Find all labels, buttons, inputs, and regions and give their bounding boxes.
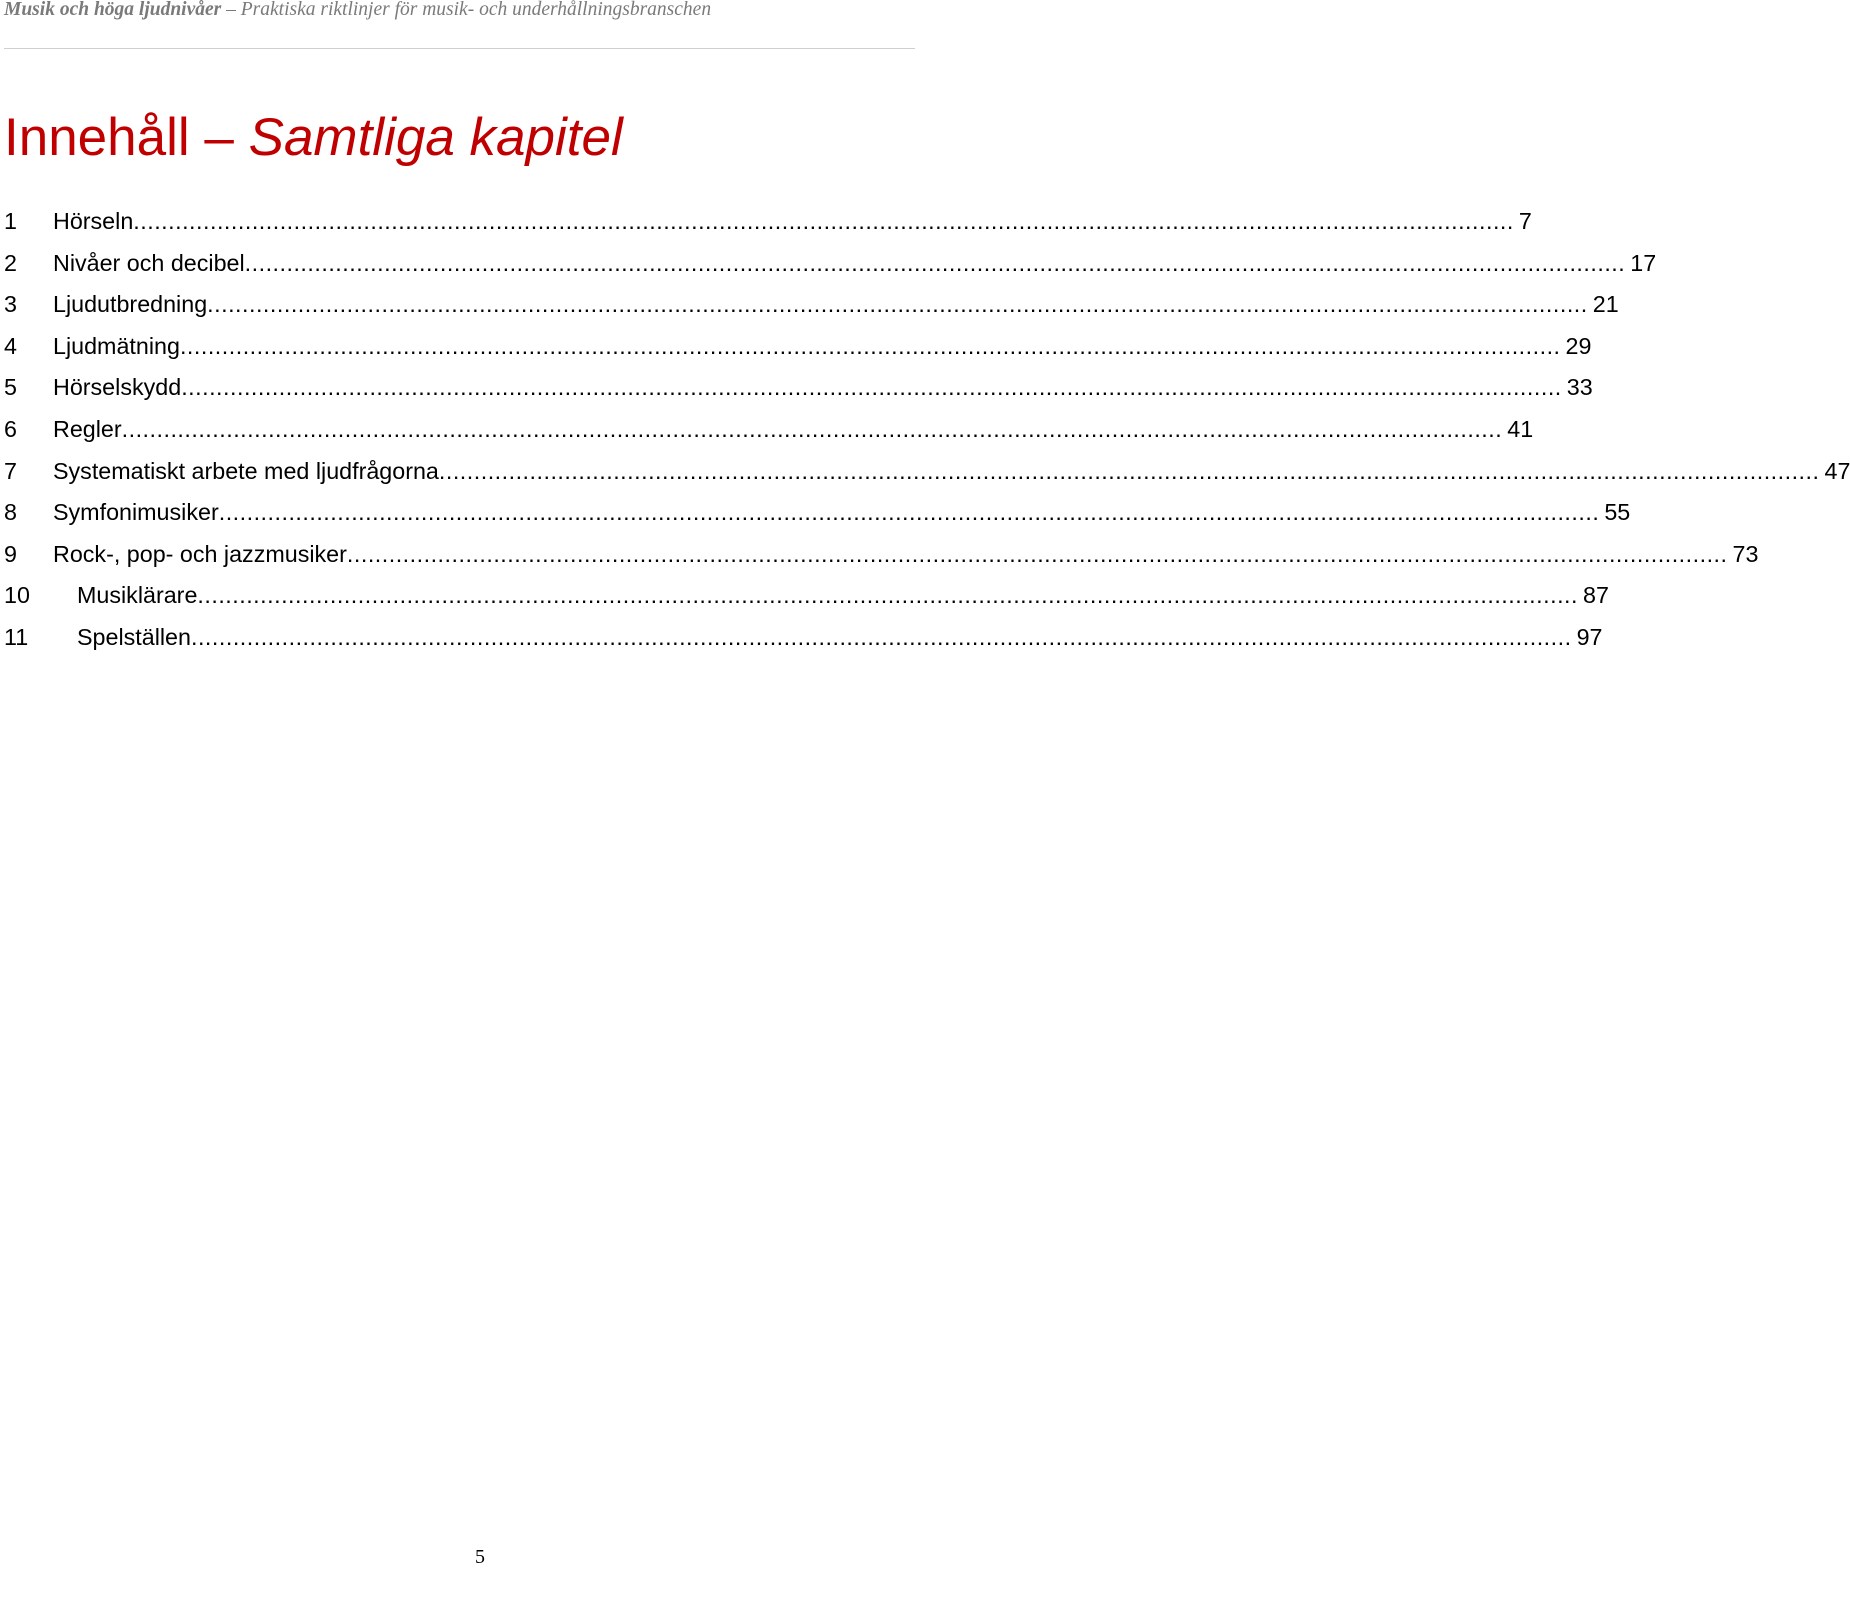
toc-entry-label[interactable]: Rock-, pop- och jazzmusiker <box>53 540 347 567</box>
toc-leader-dots: ...................................................................................................................................................................................................... <box>197 582 1578 609</box>
toc-entry[interactable] <box>4 540 1759 582</box>
toc-entry-page[interactable]: 73 <box>1732 540 1759 567</box>
toc-entry-page[interactable]: 97 <box>1576 623 1603 650</box>
toc-entry-label[interactable]: Spelställen <box>77 623 191 650</box>
toc-title-main: Innehåll – <box>4 108 249 167</box>
toc-leader-dots: ...................................................................................................................................................................................................... <box>244 249 1626 276</box>
toc-entry-number: 11 <box>4 623 29 650</box>
toc-entry[interactable] <box>4 498 1631 540</box>
toc-entry[interactable] <box>4 415 1534 457</box>
running-header-title: Musik och höga ljudnivåer <box>4 0 222 20</box>
toc-leader-dots: ...................................................................................................................................................................................................... <box>218 499 1600 526</box>
toc-leader-dots: ...................................................................................................................................................................................................... <box>179 332 1561 359</box>
toc-entry-label[interactable]: Hörseln <box>53 208 134 234</box>
toc-entry-label[interactable]: Systematiskt arbete med ljudfrågorna <box>53 457 439 484</box>
toc-entry-number: 8 <box>4 499 17 526</box>
header-divider <box>4 48 915 49</box>
toc-entry[interactable] <box>4 290 1619 332</box>
toc-entry[interactable] <box>4 249 1657 291</box>
toc-entry-number: 10 <box>4 582 30 609</box>
toc-entry-number: 1 <box>4 208 17 234</box>
toc-entry-label[interactable]: Nivåer och decibel <box>53 249 245 276</box>
running-header-subtitle: Praktiska riktlinjer för musik- och underhållningsbranschen <box>240 0 712 20</box>
toc-leader-dots: ...................................................................................................................................................................................................... <box>181 374 1562 401</box>
toc-entry-label[interactable]: Ljudutbredning <box>53 291 208 318</box>
toc-entry-number: 2 <box>4 249 17 276</box>
toc-entry-label[interactable]: Ljudmätning <box>53 332 180 359</box>
toc-entry[interactable] <box>4 207 1532 249</box>
toc-leader-dots: ...................................................................................................................................................................................................... <box>346 540 1728 567</box>
toc-leader-dots: ...................................................................................................................................................................................................... <box>438 457 1820 484</box>
toc-entry-page[interactable]: 21 <box>1592 291 1619 318</box>
toc-list <box>4 207 1850 665</box>
toc-entry-page[interactable]: 17 <box>1630 249 1657 276</box>
toc-entry-page[interactable]: 55 <box>1604 499 1631 526</box>
toc-entry-page[interactable]: 47 <box>1824 457 1850 484</box>
toc-entry[interactable] <box>4 457 1850 499</box>
toc-entry-label[interactable]: Symfonimusiker <box>53 499 219 526</box>
page-number: 5 <box>475 1546 485 1568</box>
running-header <box>4 0 711 20</box>
running-header-dash: – <box>221 0 241 20</box>
toc-entry-label[interactable]: Hörselskydd <box>53 374 182 401</box>
toc-entry[interactable] <box>4 332 1592 374</box>
toc-title-sub: Samtliga kapitel <box>248 108 623 167</box>
toc-entry-number: 9 <box>4 540 17 567</box>
toc-entry-label[interactable]: Regler <box>53 415 122 442</box>
toc-entry-number: 4 <box>4 332 17 359</box>
toc-entry-label[interactable]: Musiklärare <box>77 582 198 609</box>
toc-entry-number: 6 <box>4 415 17 442</box>
toc-entry-page[interactable]: 7 <box>1518 208 1532 234</box>
toc-entry-page[interactable]: 41 <box>1507 415 1534 442</box>
toc-entry[interactable] <box>4 581 1609 623</box>
toc-leader-dots: ...................................................................................................................................................................................................... <box>207 291 1588 318</box>
toc-leader-dots: ...................................................................................................................................................................................................... <box>190 623 1572 650</box>
toc-entry-page[interactable]: 33 <box>1566 374 1593 401</box>
toc-entry-page[interactable]: 87 <box>1583 582 1609 609</box>
toc-entry-number: 7 <box>4 457 17 484</box>
toc-entry-number: 5 <box>4 374 17 401</box>
toc-entry[interactable] <box>4 623 1603 665</box>
toc-leader-dots: ...................................................................................................................................................................................................... <box>121 415 1503 442</box>
toc-title <box>4 106 623 170</box>
toc-entry-page[interactable]: 29 <box>1565 332 1592 359</box>
toc-entry[interactable] <box>4 373 1593 415</box>
toc-entry-number: 3 <box>4 291 17 318</box>
toc-leader-dots: ...................................................................................................................................................................................................... <box>133 208 1514 234</box>
